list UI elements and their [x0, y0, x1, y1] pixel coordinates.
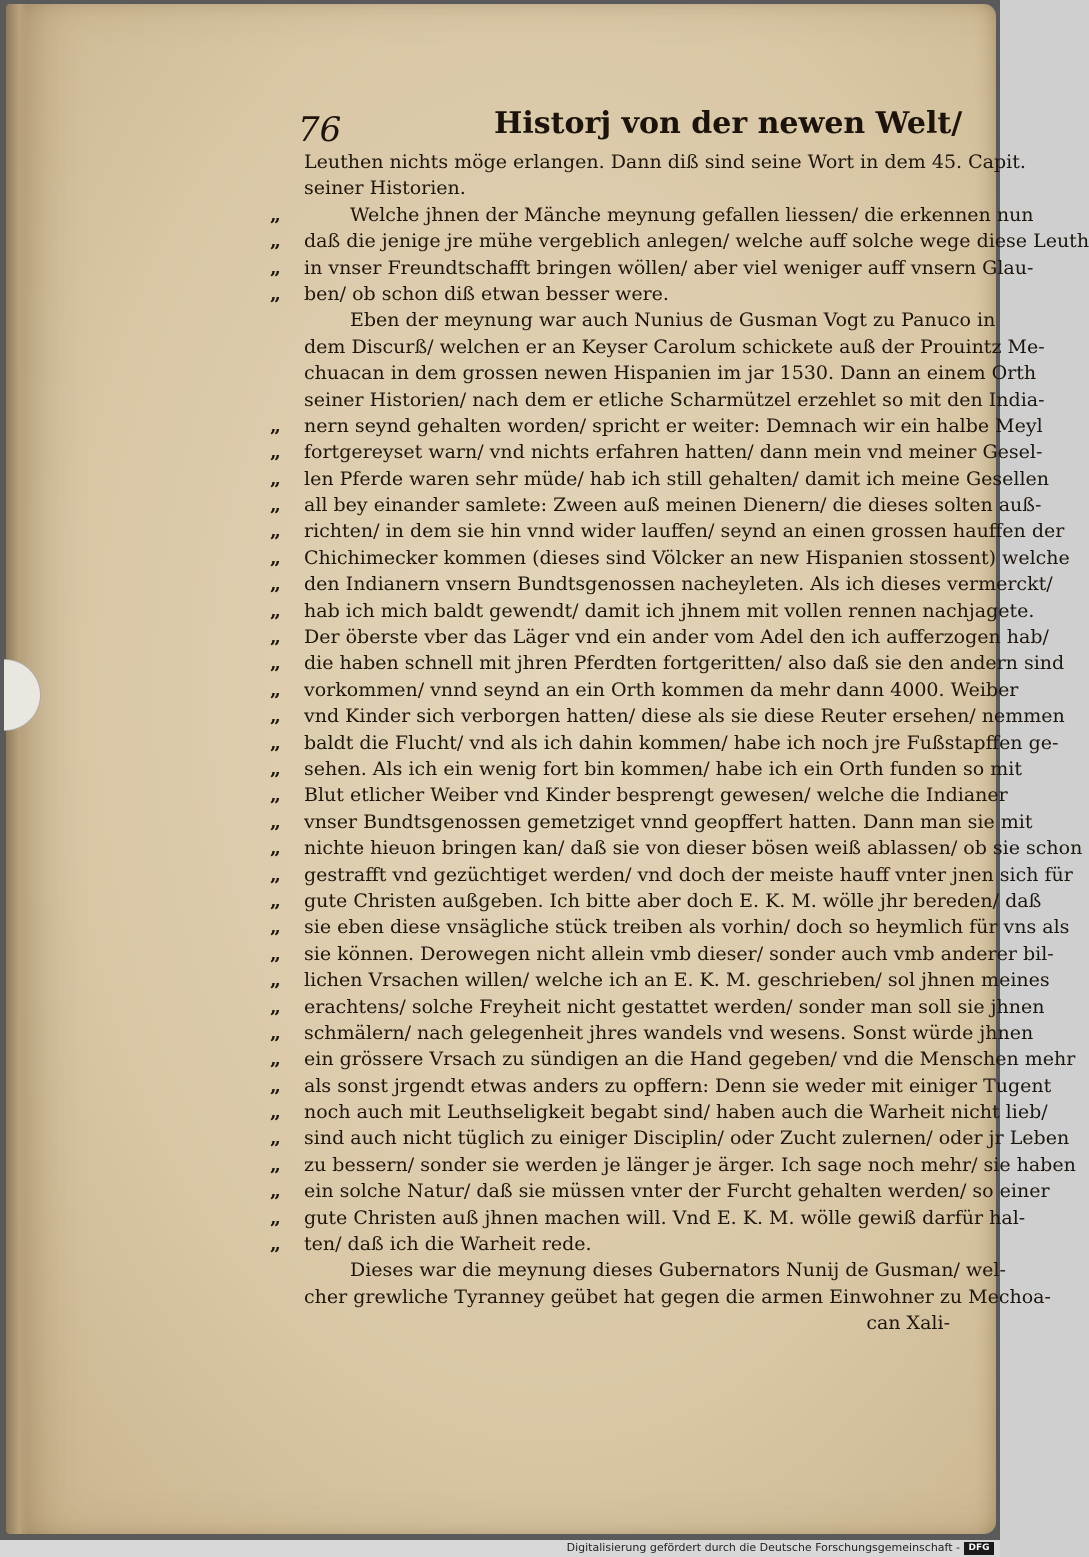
line-text: baldt die Flucht/ vnd als ich dahin kommen/ habe ich noch jre Fußstapffen ge- [304, 731, 1059, 754]
line-text: die haben schnell mit jhren Pferdten fortgeritten/ also daß sie den andern sind [304, 652, 1065, 675]
quotation-mark: „ [270, 1233, 281, 1256]
quotation-mark: „ [270, 757, 281, 780]
line-text: dem Discurß/ welchen er an Keyser Carolum schickete auß der Prouintz Me- [304, 335, 1045, 358]
running-title: Historj von der newen Welt/ [494, 106, 963, 141]
line-text: hab ich mich baldt gewendt/ damit ich jhnem mit vollen rennen nachjagete. [304, 599, 1035, 622]
line-text: ben/ ob schon diß etwan besser were. [304, 282, 669, 305]
text-line [270, 888, 1042, 914]
line-text: Leuthen nichts möge erlangen. Dann diß sind seine Wort in dem 45. Capit. [304, 151, 1026, 173]
text-line [270, 862, 1073, 888]
quotation-mark: „ [270, 1021, 281, 1044]
text-line [270, 175, 970, 201]
line-text: Der öberste vber das Läger vnd ein ander vom Adel den ich aufferzogen hab/ [304, 626, 1049, 649]
line-text: als sonst jrgendt etwas anders zu opffern: Denn sie weder mit einiger Tugent [304, 1074, 1052, 1097]
text-line [270, 545, 1070, 571]
body-text [270, 149, 1089, 1337]
text-line [270, 466, 1050, 492]
line-text: in vnser Freundtschafft bringen wöllen/ aber viel weniger auff vnsern Glau- [304, 256, 1034, 279]
line-text: gute Christen außgeben. Ich bitte aber doch E. K. M. wölle jhr bereden/ daß [304, 889, 1042, 912]
quotation-mark: „ [270, 705, 281, 728]
line-text: daß die jenige jre mühe vergeblich anlegen/ welche auff solche wege diese Leuth [304, 230, 1089, 253]
quotation-mark: „ [270, 837, 281, 860]
text-line [270, 1099, 1048, 1125]
text-line [270, 1231, 970, 1257]
text-line [270, 255, 1034, 281]
text-line [270, 1205, 1026, 1231]
line-text: vnser Bundtsgenossen gemetziget vnnd geopffert hatten. Dann man sie mit [304, 810, 1033, 833]
quotation-mark: „ [270, 1074, 281, 1097]
book-page [6, 4, 1089, 1534]
line-text: sehen. Als ich ein wenig fort bin kommen/ habe ich ein Orth funden so mit [304, 757, 1022, 780]
text-line [270, 703, 1065, 729]
quotation-mark: „ [270, 494, 281, 517]
quotation-mark: „ [270, 942, 281, 965]
line-text: chuacan in dem grossen newen Hispanien im jar 1530. Dann an einem Orth [304, 362, 1037, 385]
line-text: den Indianern vnsern Bundtsgenossen nacheyleten. Als ich dieses vermerckt/ [304, 573, 1053, 596]
quotation-mark: „ [270, 520, 281, 543]
page-header [298, 106, 963, 152]
dfg-logo: DFG [964, 1542, 994, 1555]
line-text: Eben der meynung war auch Nunius de Gusman Vogt zu Panuco in [350, 309, 996, 332]
quotation-mark: „ [270, 810, 281, 833]
page-clip-tab [4, 659, 41, 731]
quotation-mark: „ [270, 256, 281, 279]
text-line [270, 624, 1049, 650]
line-text: sie eben diese vnsägliche stück treiben als vorhin/ doch so heymlich für vns als [304, 916, 1070, 939]
line-text: noch auch mit Leuthseligkeit begabt sind/ haben auch die Warheit nicht lieb/ [304, 1101, 1048, 1124]
quotation-mark: „ [270, 652, 281, 675]
text-line [270, 360, 1037, 386]
text-line [270, 518, 1065, 544]
line-text: Chichimecker kommen (dieses sind Völcker an new Hispanien stossent) welche [304, 546, 1070, 569]
text-line [270, 571, 1053, 597]
text-line [270, 967, 1050, 993]
line-text: sind auch nicht tüglich zu einiger Disciplin/ oder Zucht zulernen/ oder jr Leben [304, 1127, 1070, 1150]
line-text: gestrafft vnd gezüchtiget werden/ vnd doch der meiste hauff vnter jnen sich für [304, 863, 1073, 886]
page-gutter-shadow [6, 4, 28, 1534]
text-line [270, 1178, 1050, 1204]
line-text: gute Christen auß jhnen machen will. Vnd E. K. M. wölle gewiß darfür hal- [304, 1206, 1026, 1229]
line-text: sie können. Derowegen nicht allein vmb dieser/ sonder auch vmb anderer bil- [304, 942, 1054, 965]
text-line [270, 334, 1045, 360]
line-text: lichen Vrsachen willen/ welche ich an E. K. M. geschrieben/ sol jhnen meines [304, 969, 1050, 992]
quotation-mark: „ [270, 1048, 281, 1071]
line-text: can Xali- [866, 1312, 950, 1335]
line-text: Welche jhnen der Mänche meynung gefallen liessen/ die erkennen nun [350, 203, 1034, 226]
text-line [270, 1310, 970, 1336]
text-line [270, 228, 1089, 254]
quotation-mark: „ [270, 1153, 281, 1176]
text-line [270, 149, 1026, 175]
quotation-mark: „ [270, 467, 281, 490]
quotation-mark: „ [270, 678, 281, 701]
text-line [270, 413, 1043, 439]
text-line [270, 650, 1065, 676]
quotation-mark: „ [270, 573, 281, 596]
line-text: vorkommen/ vnnd seynd an ein Orth kommen da mehr dann 4000. Weiber [304, 678, 1019, 701]
line-text: ten/ daß ich die Warheit rede. [304, 1233, 592, 1256]
quotation-mark: „ [270, 1101, 281, 1124]
text-line [270, 439, 1043, 465]
page-number: 76 [298, 110, 342, 150]
text-line [270, 202, 1034, 228]
quotation-mark: „ [270, 731, 281, 754]
quotation-mark: „ [270, 230, 281, 253]
text-line [270, 1152, 1076, 1178]
text-line [270, 387, 1045, 413]
quotation-mark: „ [270, 995, 281, 1018]
line-text: len Pferde waren sehr müde/ hab ich still gehalten/ damit ich meine Gesellen [304, 467, 1050, 490]
text-line [270, 782, 1008, 808]
line-text: richten/ in dem sie hin vnnd wider lauffen/ seynd an einen grossen hauffen der [304, 520, 1065, 543]
line-text: zu bessern/ sonder sie werden je länger je ärger. Ich sage noch mehr/ sie haben [304, 1153, 1076, 1176]
quotation-mark: „ [270, 1206, 281, 1229]
line-text: Blut etlicher Weiber vnd Kinder besprengt gewesen/ welche die Indianer [304, 784, 1008, 807]
text-line [270, 730, 1059, 756]
text-line [270, 1073, 1052, 1099]
line-text: ein solche Natur/ daß sie müssen vnter der Furcht gehalten werden/ so einer [304, 1180, 1050, 1203]
quotation-mark: „ [270, 546, 281, 569]
line-text: schmälern/ nach gelegenheit jhres wandels vnd wesens. Sonst würde jhnen [304, 1021, 1034, 1044]
text-line [270, 914, 1070, 940]
line-text: seiner Historien. [304, 177, 466, 200]
quotation-mark: „ [270, 441, 281, 464]
quotation-mark: „ [270, 969, 281, 992]
quotation-mark: „ [270, 863, 281, 886]
text-line [270, 941, 1054, 967]
text-line [270, 1257, 1006, 1283]
line-text: seiner Historien/ nach dem er etliche Scharmützel erzehlet so mit den India- [304, 388, 1045, 411]
text-line [270, 1020, 1034, 1046]
quotation-mark: „ [270, 282, 281, 305]
line-text: cher grewliche Tyranney geübet hat gegen die armen Einwohner zu Mechoa- [304, 1285, 1051, 1308]
line-text: Dieses war die meynung dieses Gubernators Nunij de Gusman/ wel- [350, 1259, 1006, 1282]
quotation-mark: „ [270, 1127, 281, 1150]
line-text: all bey einander samlete: Zween auß meinen Dienern/ die dieses solten auß- [304, 494, 1042, 517]
text-line [270, 809, 1033, 835]
line-text: nern seynd gehalten worden/ spricht er weiter: Demnach wir ein halbe Meyl [304, 414, 1043, 437]
line-text: ein grössere Vrsach zu sündigen an die Hand gegeben/ vnd die Menschen mehr [304, 1048, 1076, 1071]
line-text: fortgereyset warn/ vnd nichts erfahren hatten/ dann mein vnd meiner Gesel- [304, 441, 1043, 464]
quotation-mark: „ [270, 1180, 281, 1203]
text-line [270, 835, 1083, 861]
quotation-mark: „ [270, 414, 281, 437]
line-text: vnd Kinder sich verborgen hatten/ diese als sie diese Reuter ersehen/ nemmen [304, 705, 1065, 728]
digitization-footer [0, 1540, 1000, 1557]
text-line [270, 598, 1035, 624]
text-line [270, 307, 996, 333]
footer-credit: Digitalisierung gefördert durch die Deutsche Forschungsgemeinschaft - [566, 1541, 960, 1554]
text-line [270, 281, 970, 307]
text-line [270, 1046, 1076, 1072]
text-line [270, 756, 1022, 782]
text-line [270, 994, 1045, 1020]
text-line [270, 492, 1042, 518]
quotation-mark: „ [270, 889, 281, 912]
line-text: erachtens/ solche Freyheit nicht gestattet werden/ sonder man soll sie jhnen [304, 995, 1045, 1018]
quotation-mark: „ [270, 784, 281, 807]
quotation-mark: „ [270, 626, 281, 649]
quotation-mark: „ [270, 916, 281, 939]
quotation-mark: „ [270, 203, 281, 226]
line-text: nichte hieuon bringen kan/ daß sie von dieser bösen weiß ablassen/ ob sie schon [304, 837, 1083, 860]
text-line [270, 677, 1019, 703]
text-line [270, 1284, 1051, 1310]
text-line [270, 1125, 1070, 1151]
quotation-mark: „ [270, 599, 281, 622]
